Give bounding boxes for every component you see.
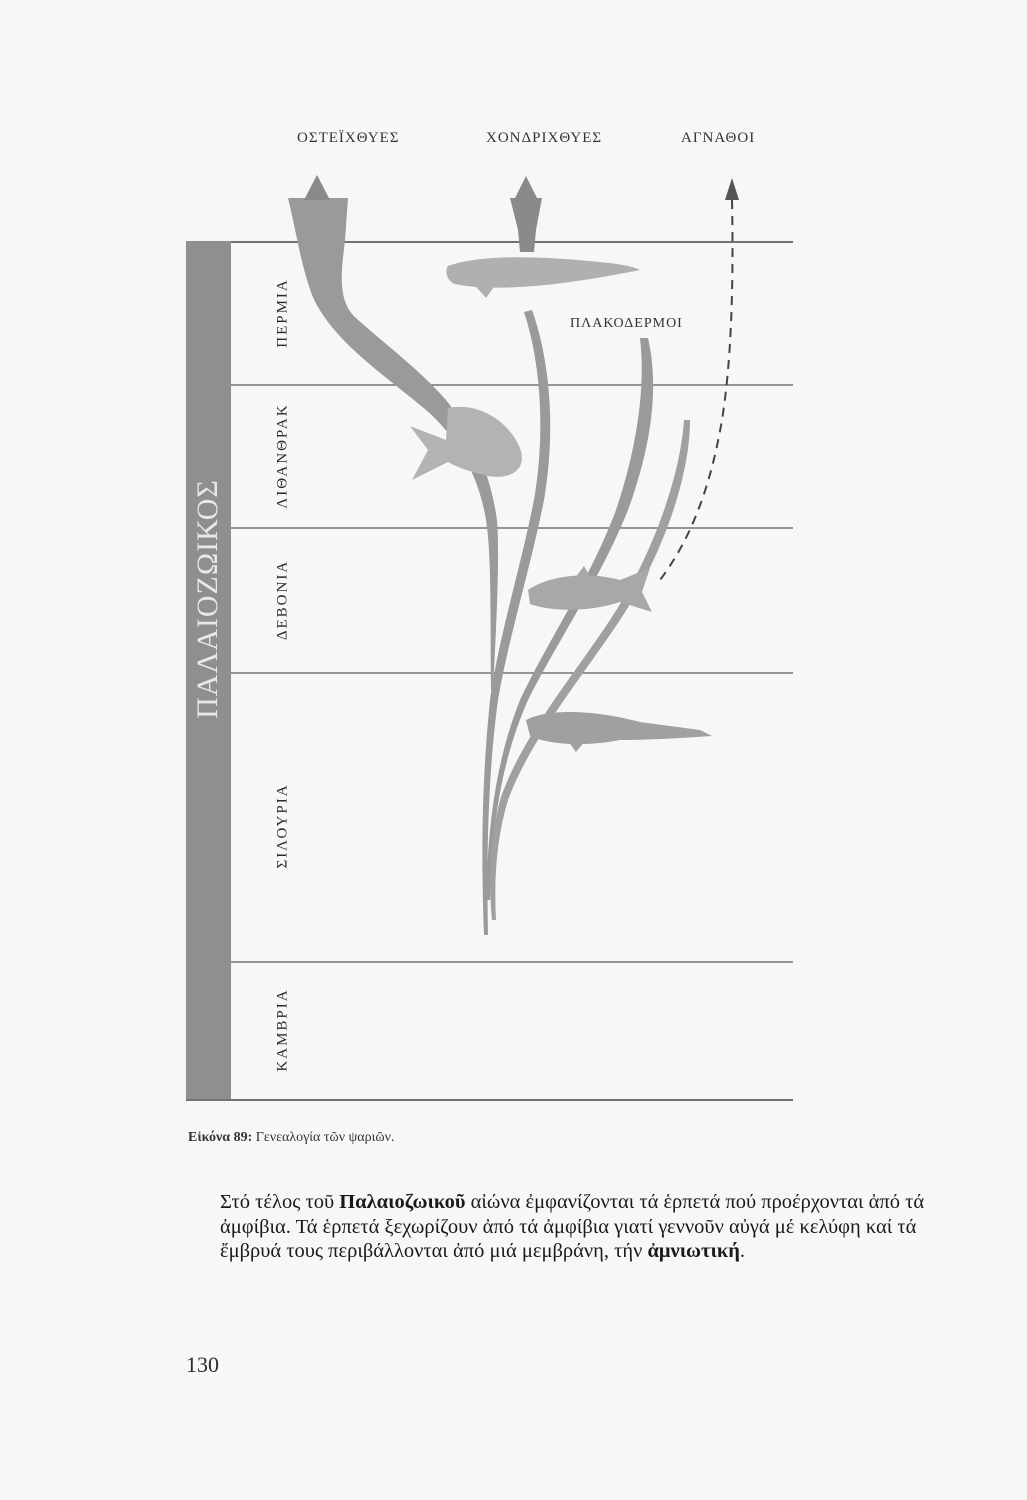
arrow-osteichthyes <box>304 175 330 200</box>
body-text-mid: αἰώνα ἐμφανίζονται τά ἑρπετά πού προέρχονται ἀπό τά ἀμφίβια. Τά ἑρπετά ξεχωρίζουν ἀπό τά ἀμφίβια γιατί γεννοῦν αὐγά μέ κελύφη καί τά ἔμβρυά τους περιβάλλονται ἀπό μιά μεμβράνη, τήν <box>220 1191 925 1262</box>
period-carboniferous: ΛΙΘΑΝΘΡΑΚ <box>274 403 291 509</box>
fish-carboniferous <box>410 407 522 480</box>
lineage-chondrichthyes-top <box>510 198 542 252</box>
era-label: ΠΑΛΑΙΟΖΩΙΚΟΣ <box>191 479 224 719</box>
body-text-post: . <box>739 1240 745 1262</box>
period-devonian: ΔΕΒΟΝΙΑ <box>274 559 291 641</box>
body-bold-amniotic: ἀμνιωτική <box>647 1240 740 1262</box>
lineage-branch <box>490 420 690 920</box>
caption-text: Γενεαλογία τῶν ψαριῶν. <box>255 1130 395 1145</box>
fish-permian <box>446 257 640 298</box>
figure-caption <box>188 1130 394 1146</box>
fish-silurian <box>526 712 712 752</box>
label-placoderms: ΠΛΑΚΟΔΕΡΜΟΙ <box>570 316 683 331</box>
lineage-agnatha <box>660 200 733 580</box>
body-paragraph <box>220 1190 960 1264</box>
caption-number: Εἰκόνα 89: <box>188 1130 253 1145</box>
arrow-agnatha <box>725 178 739 200</box>
label-agnatha: ΑΓΝΑΘΟΙ <box>681 130 756 146</box>
body-bold-paleozoic: Παλαιοζωικοῦ <box>339 1191 466 1213</box>
body-text-pre: Στό τέλος τοῦ <box>220 1191 340 1213</box>
label-osteichthyes: ΟΣΤΕΪΧΘΥΕΣ <box>297 130 400 146</box>
period-silurian: ΣΙΛΟΥΡΙΑ <box>274 783 291 869</box>
page-number: 130 <box>186 1352 219 1377</box>
arrow-chondrichthyes <box>514 176 538 200</box>
label-chondrichthyes: ΧΟΝΔΡΙΧΘΥΕΣ <box>486 130 603 146</box>
period-permian: ΠΕΡΜΙΑ <box>274 278 291 348</box>
period-cambrian: ΚΑΜΒΡΙΑ <box>274 988 291 1072</box>
